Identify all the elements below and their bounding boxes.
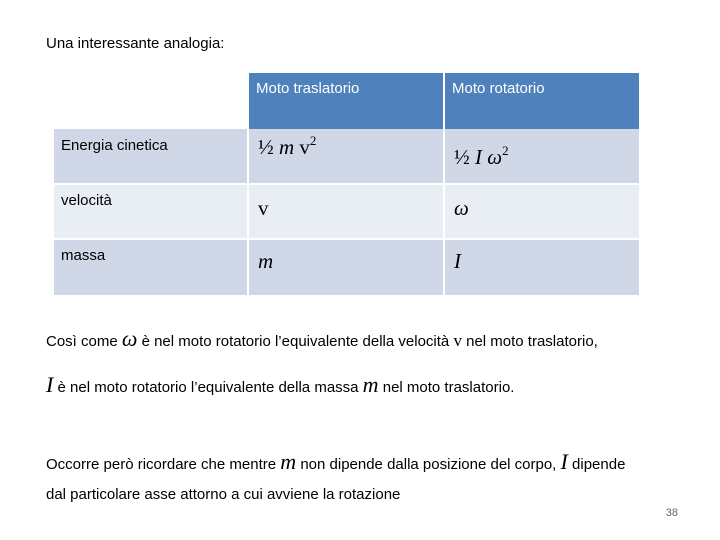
cell-energia-traslatorio xyxy=(248,129,444,184)
table-header-empty xyxy=(54,73,248,129)
paragraph-omega xyxy=(46,326,598,352)
table-header-traslatorio: Moto traslatorio xyxy=(248,73,444,129)
cell-velocita-traslatorio: v xyxy=(248,184,444,239)
text-run: Occorre però ricordare che mentre xyxy=(46,456,281,473)
table-divider xyxy=(54,183,639,185)
text-run: dipende xyxy=(567,456,626,473)
table-header-rotatorio: Moto rotatorio xyxy=(444,73,639,129)
cell-energia-rotatorio xyxy=(444,129,639,184)
mass-symbol: m xyxy=(280,449,297,474)
velocity-symbol: v xyxy=(299,135,310,159)
cell-massa-traslatorio: m xyxy=(248,239,444,295)
exponent: 2 xyxy=(502,143,509,158)
velocity-symbol: v xyxy=(453,331,462,350)
row-label-massa: massa xyxy=(54,239,248,295)
page-number: 38 xyxy=(665,507,678,519)
fraction-half: ½ xyxy=(258,135,274,159)
inertia-symbol: I xyxy=(46,372,54,397)
paragraph-dependence-line2: dal particolare asse attorno a cui avviene la rotazione xyxy=(46,486,401,503)
mass-symbol: m xyxy=(279,135,295,159)
mass-symbol: m xyxy=(362,372,379,397)
inertia-symbol: I xyxy=(560,449,568,474)
inertia-symbol: I xyxy=(475,145,482,169)
row-label-velocita: velocità xyxy=(54,184,248,239)
table-divider xyxy=(54,238,639,240)
exponent: 2 xyxy=(309,133,317,148)
cell-velocita-rotatorio: ω xyxy=(444,184,639,239)
text-run: è nel moto rotatorio l’equivalente della velocità xyxy=(137,333,454,350)
omega-symbol: ω xyxy=(487,145,503,169)
omega-symbol: ω xyxy=(121,326,138,351)
cell-massa-rotatorio: I xyxy=(444,239,639,295)
text-run: nel moto traslatorio, xyxy=(461,333,598,350)
row-label-energia: Energia cinetica xyxy=(54,129,248,184)
text-run: nel moto traslatorio. xyxy=(378,379,515,396)
paragraph-inertia xyxy=(46,372,514,398)
fraction-half: ½ xyxy=(454,145,470,169)
text-run: non dipende dalla posizione del corpo, xyxy=(296,456,561,473)
analogy-table xyxy=(54,73,639,295)
text-run: Così come xyxy=(46,333,122,350)
paragraph-dependence xyxy=(46,449,625,475)
slide-title: Una interessante analogia: xyxy=(46,35,225,52)
text-run: è nel moto rotatorio l’equivalente della massa xyxy=(53,379,363,396)
